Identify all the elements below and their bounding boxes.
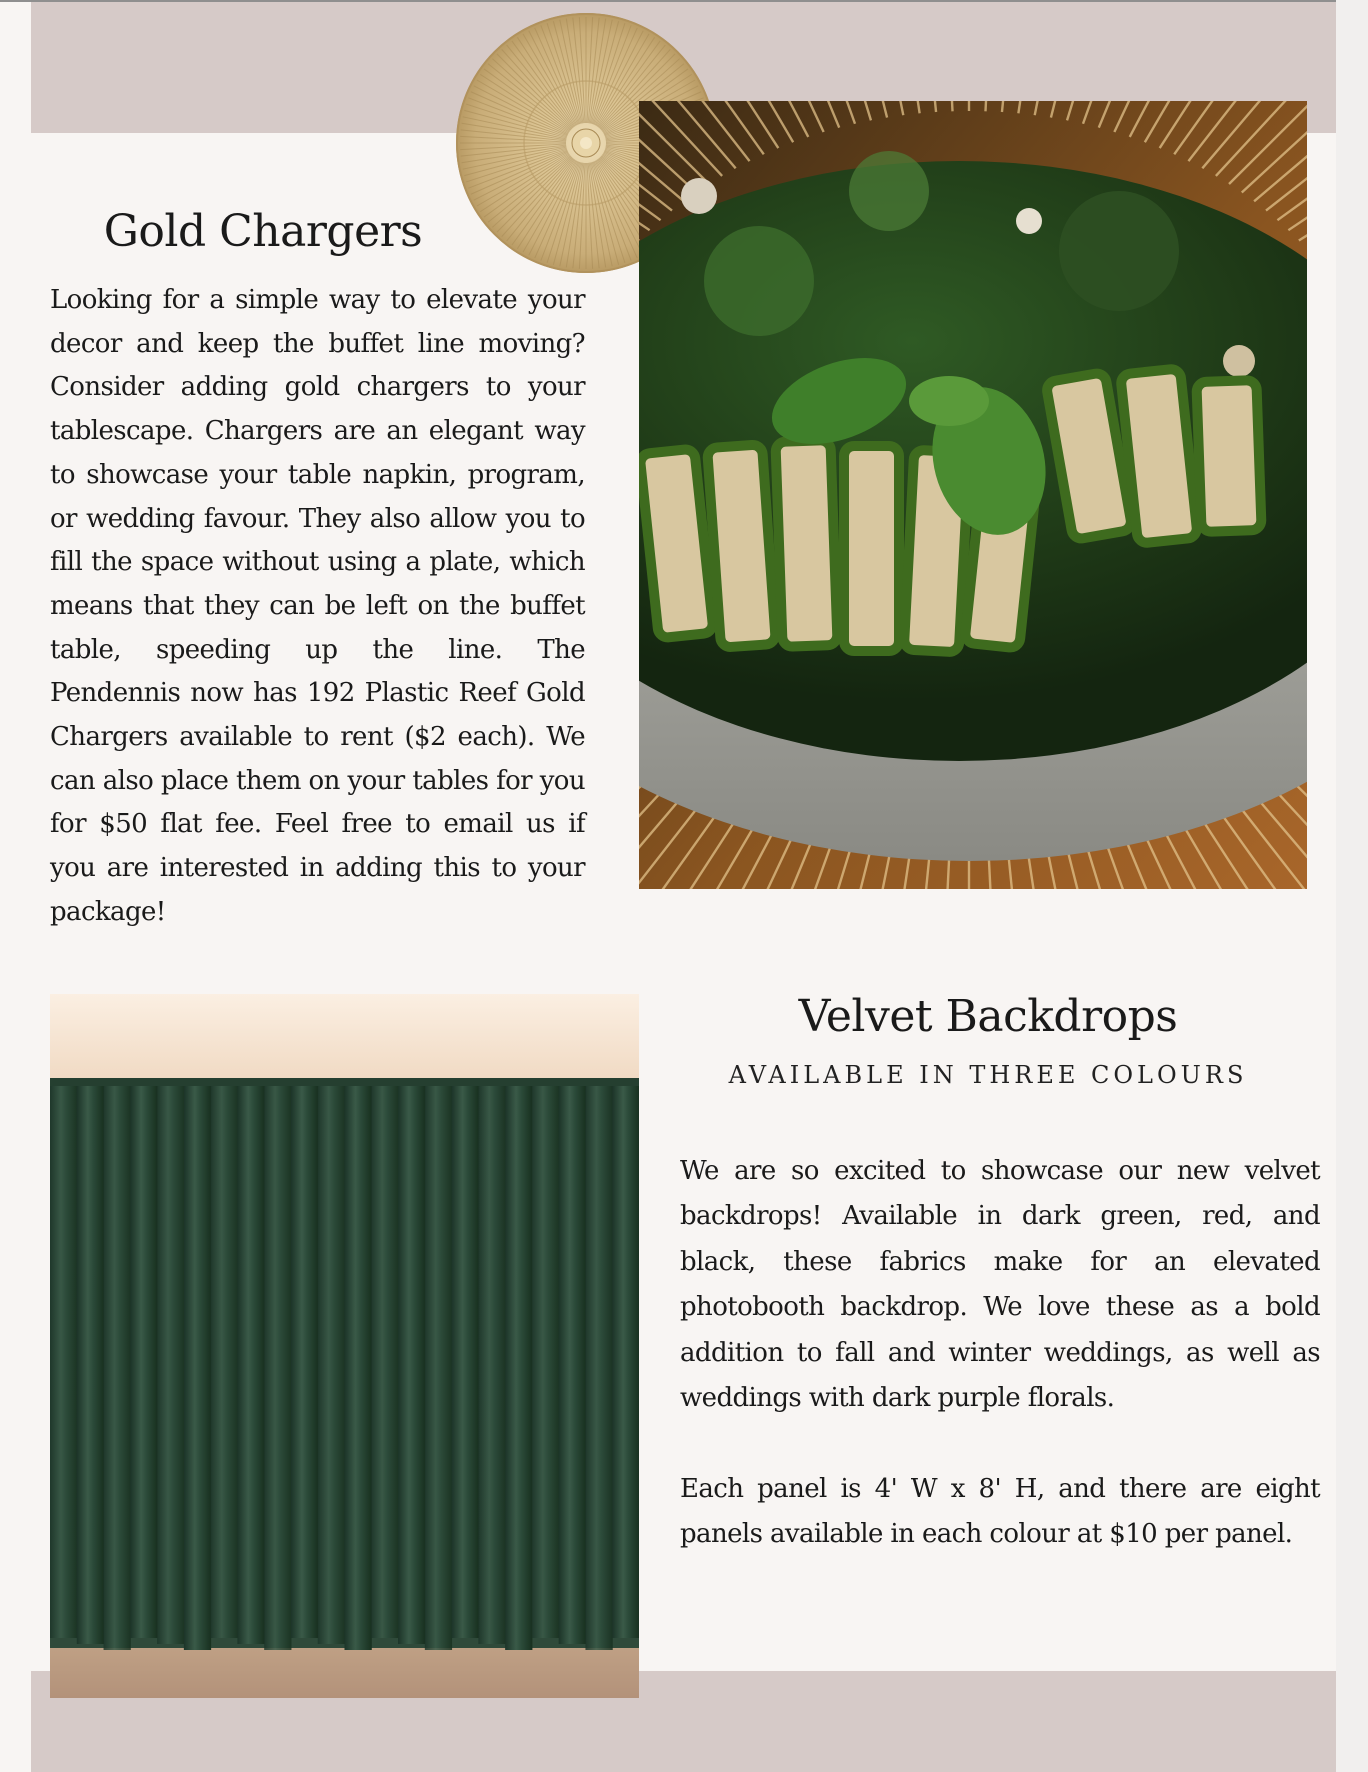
velvet-backdrop-photo xyxy=(50,994,639,1698)
velvet-backdrops-subtitle: AVAILABLE IN THREE COLOURS xyxy=(728,1061,1248,1089)
gold-chargers-title: Gold Chargers xyxy=(103,206,423,257)
right-page-edge xyxy=(1336,0,1368,1772)
chicken-salad-photo xyxy=(639,101,1307,889)
velvet-backdrops-description: We are so excited to showcase our new velvet backdrops! Available in dark green, red, and black, these fabrics make for an elevated photobooth backdrop. We love these as a bold addition to fall and winter weddings, as well as weddings with dark purple florals. xyxy=(680,1156,1320,1414)
gold-chargers-description: Looking for a simple way to elevate your decor and keep the buffet line moving? Consider adding gold chargers to your tablescape. Chargers are an elegant way to showcase your table napkin, program, or wedding favour. They also allow you to fill the space without using a plate, which means that they can be left on the buffet table, speeding up the line. The Pendennis now has 192 Plastic Reef Gold Chargers available to rent ($2 each). We can also place them on your tables for you for $50 flat fee. Feel free to email us if you are interested in adding this to your package! xyxy=(50,285,585,927)
chicken-salad-graphic xyxy=(639,101,1307,889)
velvet-backdrop-graphic xyxy=(50,994,639,1698)
velvet-backdrops-pricing: Each panel is 4' W x 8' H, and there are eight panels available in each colour at $10 per panel. xyxy=(680,1474,1320,1550)
velvet-backdrops-title: Velvet Backdrops xyxy=(798,991,1178,1042)
